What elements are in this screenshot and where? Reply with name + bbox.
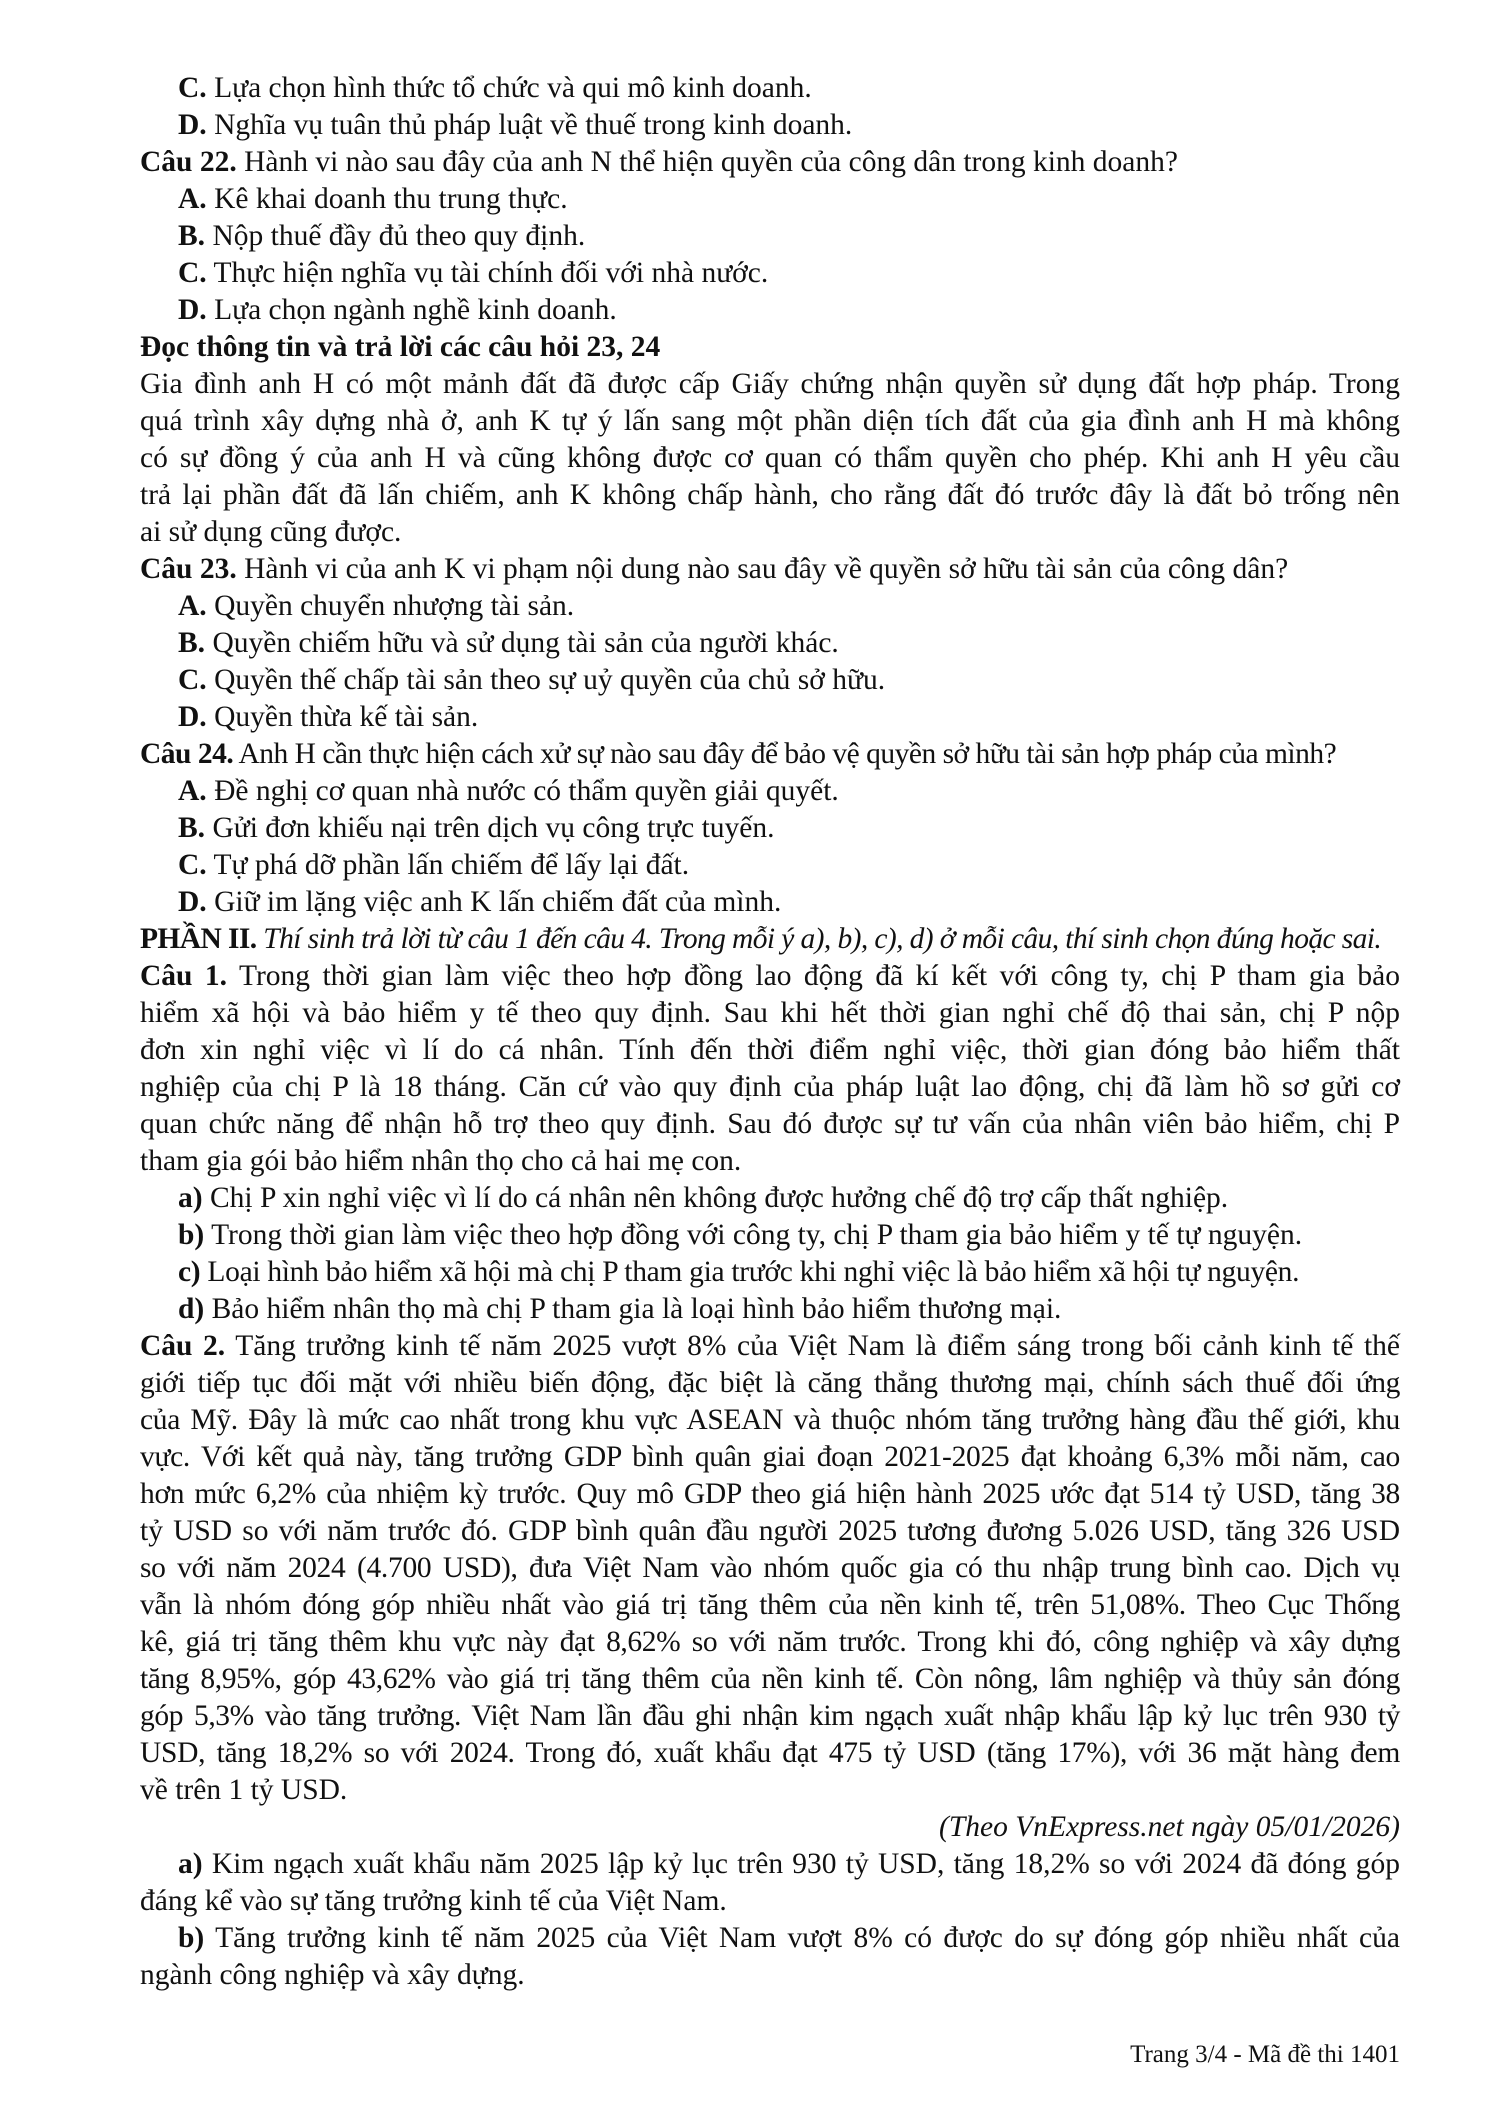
page-footer: Trang 3/4 - Mã đề thi 1401	[1130, 2041, 1400, 2068]
p2q2-line: kê, giá trị tăng thêm khu vực này đạt 8,62% so với năm trước. Trong khi đó, công nghiệp và xây dựng	[140, 1626, 1400, 1658]
source-citation: (Theo VnExpress.net ngày 05/01/2026)	[939, 1811, 1400, 1843]
q23-option-b: B. Quyền chiếm hữu và sử dụng tài sản của người khác.	[178, 627, 839, 659]
p2q2-line: Câu 2. Tăng trưởng kinh tế năm 2025 vượt 8% của Việt Nam là điểm sáng trong bối cảnh kinh tế thế	[140, 1330, 1400, 1362]
p2q1-item-c: c) Loại hình bảo hiểm xã hội mà chị P tham gia trước khi nghỉ việc là bảo hiểm xã hội tự nguyện.	[178, 1256, 1300, 1288]
reading-line: trả lại phần đất đã lấn chiếm, anh K không chấp hành, cho rằng đất đó trước đây là đất bỏ trống nên	[140, 479, 1400, 511]
p2q1-item-a: a) Chị P xin nghỉ việc vì lí do cá nhân nên không được hưởng chế độ trợ cấp thất nghiệp.	[178, 1182, 1229, 1214]
q21-option-d: D. Nghĩa vụ tuân thủ pháp luật về thuế trong kinh doanh.	[178, 109, 853, 141]
p2q2-line: hơn mức 6,2% của nhiệm kỳ trước. Quy mô GDP theo giá hiện hành 2025 ước đạt 514 tỷ USD, tăng 38	[140, 1478, 1400, 1510]
q23-option-d: D. Quyền thừa kế tài sản.	[178, 701, 479, 733]
p2q2-item-b-cont: ngành công nghiệp và xây dựng.	[140, 1959, 525, 1991]
p2q2-line: USD, tăng 18,2% so với 2024. Trong đó, xuất khẩu đạt 475 tỷ USD (tăng 17%), với 36 mặt hàng đem	[140, 1737, 1400, 1769]
reading-line: ai sử dụng cũng được.	[140, 516, 402, 548]
reading-line: có sự đồng ý của anh H và cũng không được cơ quan có thẩm quyền cho phép. Khi anh H yêu cầu	[140, 442, 1400, 474]
reading-line: quá trình xây dựng nhà ở, anh K tự ý lấn sang một phần diện tích đất của gia đình anh H mà không	[140, 405, 1400, 437]
p2q2-line: so với năm 2024 (4.700 USD), đưa Việt Nam vào nhóm quốc gia có thu nhập trung bình cao. Dịch vụ	[140, 1552, 1400, 1584]
q23-stem: Câu 23. Hành vi của anh K vi phạm nội dung nào sau đây về quyền sở hữu tài sản của công dân?	[140, 553, 1289, 585]
part2-header: PHẦN II. Thí sinh trả lời từ câu 1 đến câu 4. Trong mỗi ý a), b), c), d) ở mỗi câu, thí sinh chọn đúng hoặc sai.	[140, 923, 1382, 955]
p2q2-line: giới tiếp tục đối mặt với nhiều biến động, đặc biệt là căng thẳng thương mại, chính sách thuế đối ứng	[140, 1367, 1400, 1399]
q22-stem: Câu 22. Hành vi nào sau đây của anh N thể hiện quyền của công dân trong kinh doanh?	[140, 146, 1178, 178]
p2q1-line: Câu 1. Trong thời gian làm việc theo hợp đồng lao động đã kí kết với công ty, chị P tham gia bảo	[140, 960, 1400, 992]
p2q1-line: hiểm xã hội và bảo hiểm y tế theo quy định. Sau khi hết thời gian nghỉ chế độ thai sản, chị P nộp	[140, 997, 1400, 1029]
p2q2-item-a: a) Kim ngạch xuất khẩu năm 2025 lập kỷ lục trên 930 tỷ USD, tăng 18,2% so với 2024 đã đóng góp	[178, 1848, 1400, 1880]
p2q2-line: góp 5,3% vào tăng trưởng. Việt Nam lần đầu ghi nhận kim ngạch xuất nhập khẩu lập kỷ lục trên 930 tỷ	[140, 1700, 1400, 1732]
p2q1-item-b: b) Trong thời gian làm việc theo hợp đồng với công ty, chị P tham gia bảo hiểm y tế tự nguyện.	[178, 1219, 1303, 1251]
q22-option-d: D. Lựa chọn ngành nghề kinh doanh.	[178, 294, 617, 326]
p2q2-line: vẫn là nhóm đóng góp nhiều nhất vào giá trị tăng thêm của nền kinh tế, trên 51,08%. Theo Cục Thống	[140, 1589, 1400, 1621]
reading-heading: Đọc thông tin và trả lời các câu hỏi 23, 24	[140, 331, 661, 363]
p2q2-item-a-cont: đáng kể vào sự tăng trưởng kinh tế của Việt Nam.	[140, 1885, 727, 1917]
q24-option-c: C. Tự phá dỡ phần lấn chiếm để lấy lại đất.	[178, 849, 690, 881]
q22-option-a: A. Kê khai doanh thu trung thực.	[178, 183, 568, 215]
p2q2-line: vực. Với kết quả này, tăng trưởng GDP bình quân giai đoạn 2021-2025 đạt khoảng 6,3% mỗi năm, cao	[140, 1441, 1400, 1473]
p2q2-line: tỷ USD so với năm trước đó. GDP bình quân đầu người 2025 tương đương 5.026 USD, tăng 326 USD	[140, 1515, 1400, 1547]
p2q2-line: của Mỹ. Đây là mức cao nhất trong khu vực ASEAN và thuộc nhóm tăng trưởng hàng đầu thế giới, khu	[140, 1404, 1400, 1436]
p2q2-item-b: b) Tăng trưởng kinh tế năm 2025 của Việt Nam vượt 8% có được do sự đóng góp nhiều nhất của	[178, 1922, 1400, 1954]
q22-option-c: C. Thực hiện nghĩa vụ tài chính đối với nhà nước.	[178, 257, 769, 289]
p2q1-line: đơn xin nghỉ việc vì lí do cá nhân. Tính đến thời điểm nghỉ việc, thời gian đóng bảo hiểm thất	[140, 1034, 1400, 1066]
q21-option-c: C. Lựa chọn hình thức tổ chức và qui mô kinh doanh.	[178, 72, 812, 104]
q24-option-a: A. Đề nghị cơ quan nhà nước có thẩm quyền giải quyết.	[178, 775, 839, 807]
p2q2-line: tăng 8,95%, góp 43,62% vào giá trị tăng thêm của nền kinh tế. Còn nông, lâm nghiệp và thủy sản đóng	[140, 1663, 1400, 1695]
p2q1-line: tham gia gói bảo hiểm nhân thọ cho cả hai mẹ con.	[140, 1145, 742, 1177]
reading-line: Gia đình anh H có một mảnh đất đã được cấp Giấy chứng nhận quyền sử dụng đất hợp pháp. Trong	[140, 368, 1400, 400]
exam-page	[140, 70, 1400, 1994]
q24-option-b: B. Gửi đơn khiếu nại trên dịch vụ công trực tuyến.	[178, 812, 775, 844]
q23-option-c: C. Quyền thế chấp tài sản theo sự uỷ quyền của chủ sở hữu.	[178, 664, 886, 696]
q24-option-d: D. Giữ im lặng việc anh K lấn chiếm đất của mình.	[178, 886, 782, 918]
q23-option-a: A. Quyền chuyển nhượng tài sản.	[178, 590, 575, 622]
p2q1-line: nghiệp của chị P là 18 tháng. Căn cứ vào quy định của pháp luật lao động, chị đã làm hồ sơ gửi cơ	[140, 1071, 1400, 1103]
p2q2-line: về trên 1 tỷ USD.	[140, 1774, 348, 1806]
q22-option-b: B. Nộp thuế đầy đủ theo quy định.	[178, 220, 586, 252]
q24-stem: Câu 24. Anh H cần thực hiện cách xử sự nào sau đây để bảo vệ quyền sở hữu tài sản hợp pháp của mình?	[140, 738, 1337, 770]
p2q1-item-d: d) Bảo hiểm nhân thọ mà chị P tham gia là loại hình bảo hiểm thương mại.	[178, 1293, 1062, 1325]
p2q1-line: quan chức năng để nhận hỗ trợ theo quy định. Sau đó được sự tư vấn của nhân viên bảo hiểm, chị P	[140, 1108, 1400, 1140]
